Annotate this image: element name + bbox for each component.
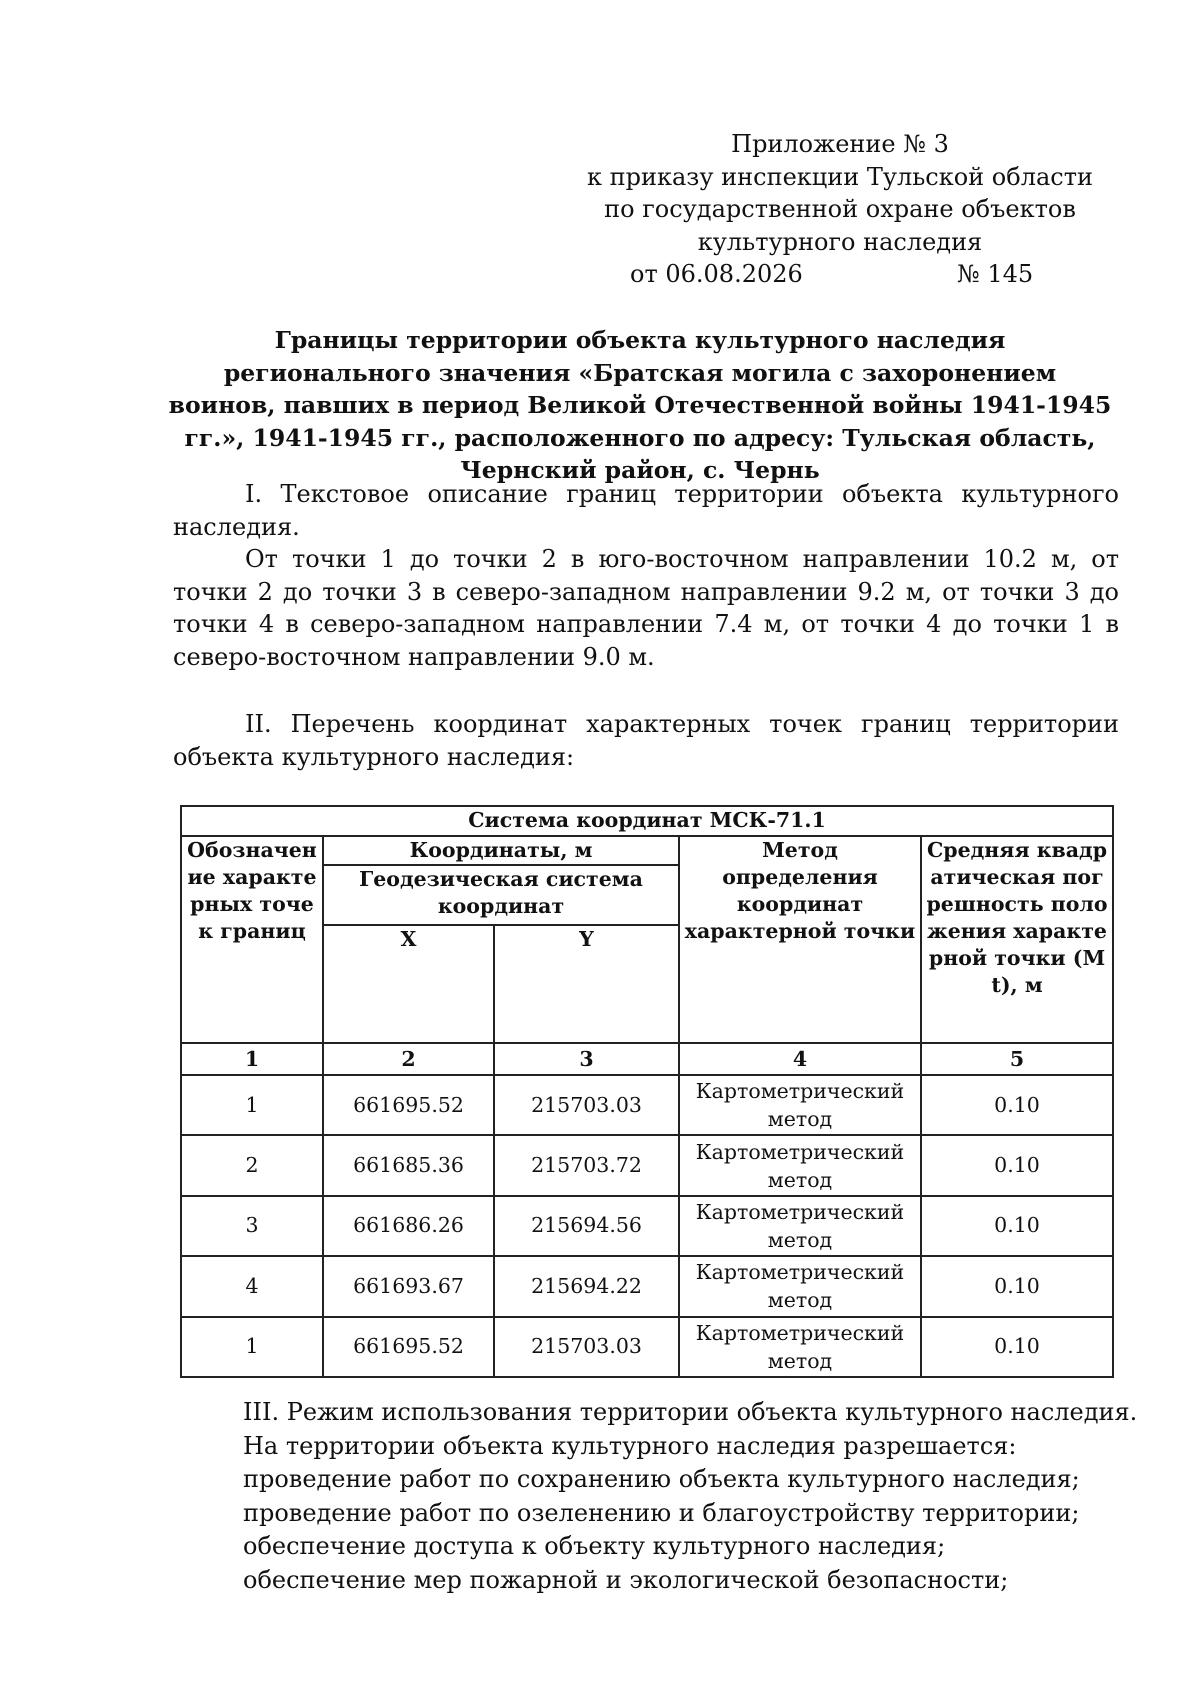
error-cell: 0.10	[921, 1196, 1113, 1256]
x-cell: 661686.26	[323, 1196, 494, 1256]
coordinate-system-header: Система координат МСК-71.1	[181, 806, 1113, 836]
point-designation-header: Обозначение характерных точек границ	[181, 836, 323, 1044]
point-cell: 2	[181, 1135, 323, 1195]
section-1	[173, 478, 1119, 673]
table-row	[181, 1075, 1113, 1135]
order-date: от 06.08.2026	[630, 260, 803, 288]
method-header: Метод определения координат характерной точки	[679, 836, 921, 1044]
x-cell: 661693.67	[323, 1256, 494, 1316]
table-row	[181, 1135, 1113, 1195]
x-column-header: X	[323, 925, 494, 1044]
method-cell: Картометрический метод	[679, 1135, 921, 1195]
list-item: проведение работ по сохранению объекта культурного наследия;	[243, 1465, 1080, 1493]
error-cell: 0.10	[921, 1256, 1113, 1316]
y-column-header: Y	[494, 925, 679, 1044]
y-cell: 215703.72	[494, 1135, 679, 1195]
appendix-heritage-line: культурного наследия	[697, 227, 983, 256]
appendix-order-line: к приказу инспекции Тульской области	[587, 162, 1093, 191]
column-number: 5	[921, 1043, 1113, 1075]
y-cell: 215694.56	[494, 1196, 679, 1256]
column-number: 1	[181, 1043, 323, 1075]
table-row	[181, 1196, 1113, 1256]
list-item: обеспечение доступа к объекту культурного наследия;	[243, 1532, 946, 1560]
coordinates-table	[180, 805, 1114, 1378]
error-cell: 0.10	[921, 1135, 1113, 1195]
list-item: обеспечение мер пожарной и экологической безопасности;	[243, 1565, 1009, 1594]
order-number: № 145	[957, 260, 1034, 288]
section-2-heading: II. Перечень координат характерных точек границ территории объекта культурного наследия:	[173, 710, 1119, 771]
y-cell: 215694.22	[494, 1256, 679, 1316]
coordinates-header: Координаты, м	[323, 836, 679, 866]
x-cell: 661685.36	[323, 1135, 494, 1195]
method-cell: Картометрический метод	[679, 1075, 921, 1135]
section-2	[173, 708, 1119, 773]
appendix-header	[560, 128, 1120, 291]
error-cell: 0.10	[921, 1317, 1113, 1377]
section-1-description: От точки 1 до точки 2 в юго-восточном направлении 10.2 м, от точки 2 до точки 3 в северо-западном направлении 9.2 м, от точки 3 до точки 4 в северо-западном направлении 7.4 м, от точки 4 до точки 1 в северо-восточном направлении 9.0 м.	[173, 545, 1119, 671]
y-cell: 215703.03	[494, 1075, 679, 1135]
method-cell: Картометрический метод	[679, 1317, 921, 1377]
column-number: 3	[494, 1043, 679, 1075]
section-1-heading: I. Текстовое описание границ территории объекта культурного наследия.	[173, 480, 1119, 541]
appendix-inspection-line: по государственной охране объектов	[604, 195, 1076, 223]
error-header: Средняя квадратическая погрешность положения характерной точки (Mt), м	[921, 836, 1113, 1044]
x-cell: 661695.52	[323, 1317, 494, 1377]
point-cell: 4	[181, 1256, 323, 1316]
appendix-title: Приложение № 3	[731, 130, 949, 158]
point-cell: 1	[181, 1075, 323, 1135]
section-3-heading: III. Режим использования территории объекта культурного наследия.	[243, 1398, 1138, 1426]
y-cell: 215703.03	[494, 1317, 679, 1377]
x-cell: 661695.52	[323, 1075, 494, 1135]
section-3	[243, 1396, 1143, 1597]
method-cell: Картометрический метод	[679, 1196, 921, 1256]
point-cell: 3	[181, 1196, 323, 1256]
table-row	[181, 1317, 1113, 1377]
table-row	[181, 1256, 1113, 1316]
error-cell: 0.10	[921, 1075, 1113, 1135]
column-number: 2	[323, 1043, 494, 1075]
method-cell: Картометрический метод	[679, 1256, 921, 1316]
geodetic-system-header: Геодезическая система координат	[323, 865, 679, 924]
appendix-date-number	[560, 258, 1120, 291]
column-number: 4	[679, 1043, 921, 1075]
list-item: проведение работ по озеленению и благоустройству территории;	[243, 1498, 1080, 1527]
point-cell: 1	[181, 1317, 323, 1377]
document-title: Границы территории объекта культурного наследия регионального значения «Братская могила с захоронением воинов, павших в период Великой Отечественной войны 1941-1945 гг.», 1941-1945 гг., расположенного по адресу: Тульская область, Чернский район, с. Чернь	[168, 326, 1112, 484]
section-3-allowed-intro: На территории объекта культурного наследия разрешается:	[243, 1431, 1017, 1460]
